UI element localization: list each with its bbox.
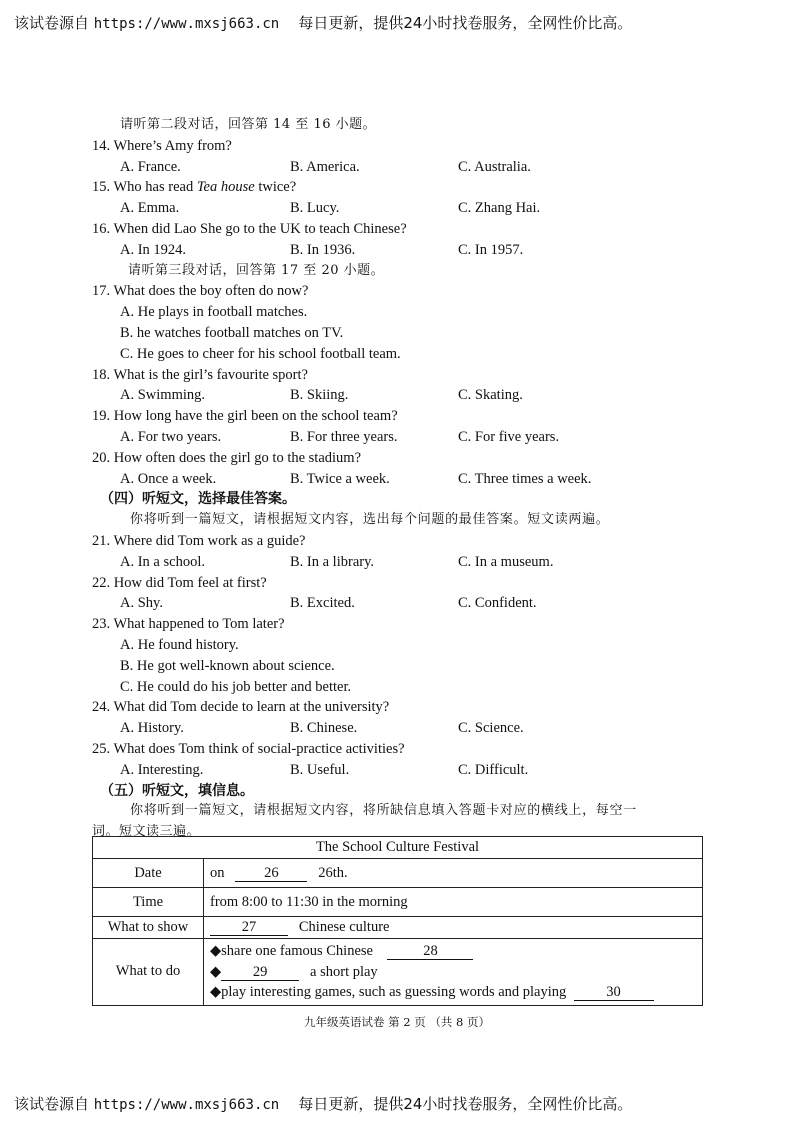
option-c: C. In a museum. (458, 553, 554, 570)
options-14 (92, 157, 712, 178)
question-17: 17. What does the boy often do now? (92, 283, 309, 300)
option-a: A. In 1924. (120, 241, 187, 258)
dialog2-instruction: 请听第二段对话，回答第 14 至 16 小题。 (120, 117, 377, 132)
question-24: 24. What did Tom decide to learn at the university? (92, 699, 390, 716)
do-item-3: ◆play interesting games, such as guessing words and playing 30 (210, 982, 696, 1003)
option-b: B. he watches football matches on TV. (120, 324, 344, 341)
option-b: B. Excited. (290, 595, 355, 612)
options-20 (92, 469, 712, 490)
show-value: 27 Chinese culture (204, 917, 703, 939)
section-5-title: （五）听短文，填信息。 (100, 782, 254, 799)
do-item-2: ◆ 29 a short play (210, 963, 378, 980)
section-4-title: （四）听短文，选择最佳答案。 (100, 491, 296, 508)
option-c: C. Three times a week. (458, 470, 592, 487)
option-b: B. America. (290, 158, 360, 175)
banner-prefix: 该试卷源自 (14, 14, 90, 32)
option-a: A. For two years. (120, 428, 222, 445)
date-label: Date (93, 859, 204, 888)
question-16: 16. When did Lao She go to the UK to teach Chinese? (92, 220, 407, 237)
options-24 (92, 718, 712, 739)
option-c: C. He goes to cheer for his school football team. (120, 345, 401, 362)
do-value (204, 939, 703, 1006)
page-footer: 九年级英语试卷 第 2 页 （共 8 页） (303, 1015, 491, 1029)
exam-content (92, 115, 712, 843)
book-title: Tea house (196, 179, 255, 196)
diamond-bullet-icon: ◆ (210, 984, 222, 1000)
blank-26[interactable]: 26 (235, 866, 307, 882)
options-22 (92, 593, 712, 614)
blank-30[interactable]: 30 (574, 985, 654, 1001)
option-a: A. He found history. (120, 636, 239, 653)
question-15: 15. Who has read Tea house twice? (92, 179, 297, 196)
time-value: from 8:00 to 11:30 in the morning (204, 888, 703, 917)
option-c: C. Difficult. (458, 761, 529, 778)
option-a: A. Once a week. (120, 470, 217, 487)
option-a: A. Interesting. (120, 761, 204, 778)
banner-url[interactable]: https://www.mxsj663.cn (93, 16, 280, 32)
option-b: B. For three years. (290, 428, 398, 445)
blank-28[interactable]: 28 (387, 944, 473, 960)
banner-prefix: 该试卷源自 (14, 1095, 90, 1113)
option-b: B. Useful. (290, 761, 350, 778)
options-19 (92, 427, 712, 448)
option-c: C. For five years. (458, 428, 560, 445)
blank-29[interactable]: 29 (221, 965, 299, 981)
section-5-instruction-cont: 词。短文读三遍。 (92, 824, 201, 840)
question-18: 18. What is the girl’s favourite sport? (92, 366, 308, 383)
option-c: C. Zhang Hai. (458, 200, 541, 217)
option-a: A. France. (120, 158, 181, 175)
question-19: 19. How long have the girl been on the school team? (92, 408, 398, 425)
do-item-1: ◆share one famous Chinese 28 (210, 941, 696, 962)
option-b: B. Lucy. (290, 200, 340, 217)
question-14: 14. Where’s Amy from? (92, 137, 232, 154)
question-20: 20. How often does the girl go to the stadium? (92, 449, 362, 466)
option-b: B. Twice a week. (290, 470, 390, 487)
option-a: A. Shy. (120, 595, 163, 612)
option-c: C. Confident. (458, 595, 537, 612)
do-label: What to do (93, 939, 204, 1006)
option-a: A. He plays in football matches. (120, 304, 308, 321)
diamond-bullet-icon: ◆ (210, 963, 222, 980)
bottom-banner (14, 1093, 632, 1114)
option-a: A. Swimming. (120, 387, 205, 404)
date-value: on 26 26th. (204, 859, 703, 888)
table-title: The School Culture Festival (93, 837, 703, 859)
option-b: B. He got well-known about science. (120, 657, 335, 674)
option-c: C. In 1957. (458, 241, 524, 258)
question-25: 25. What does Tom think of social-practice activities? (92, 740, 405, 757)
option-c: C. Australia. (458, 158, 531, 175)
banner-url[interactable]: https://www.mxsj663.cn (93, 1097, 280, 1113)
option-b: B. In a library. (290, 553, 375, 570)
options-18 (92, 385, 712, 406)
options-21 (92, 552, 712, 573)
section-5-instruction: 你将听到一篇短文，请根据短文内容，将所缺信息填入答题卡对应的横线上，每空一 (130, 803, 637, 819)
option-c: C. Science. (458, 720, 524, 737)
option-b: B. Skiing. (290, 387, 349, 404)
options-25 (92, 760, 712, 781)
banner-suffix: 每日更新，提供24小时找卷服务，全网性价比高。 (298, 1095, 633, 1113)
question-23: 23. What happened to Tom later? (92, 616, 285, 633)
banner-suffix: 每日更新，提供24小时找卷服务，全网性价比高。 (298, 14, 633, 32)
options-15 (92, 198, 712, 219)
top-banner (14, 12, 632, 33)
option-a: A. In a school. (120, 553, 205, 570)
dialog3-instruction: 请听第三段对话，回答第 17 至 20 小题。 (128, 262, 385, 278)
show-label: What to show (93, 917, 204, 939)
option-a: A. Emma. (120, 200, 180, 217)
options-16 (92, 240, 712, 261)
option-b: B. Chinese. (290, 720, 358, 737)
question-21: 21. Where did Tom work as a guide? (92, 532, 306, 549)
festival-table (92, 836, 703, 1006)
diamond-bullet-icon: ◆ (210, 943, 222, 959)
blank-27[interactable]: 27 (210, 920, 288, 936)
question-22: 22. How did Tom feel at first? (92, 574, 267, 591)
option-b: B. In 1936. (290, 241, 356, 258)
option-c: C. Skating. (458, 387, 523, 404)
time-label: Time (93, 888, 204, 917)
section-4-instruction: 你将听到一篇短文，请根据短文内容，选出每个问题的最佳答案。短文读两遍。 (130, 512, 610, 528)
option-c: C. He could do his job better and better. (120, 678, 352, 695)
option-a: A. History. (120, 720, 184, 737)
